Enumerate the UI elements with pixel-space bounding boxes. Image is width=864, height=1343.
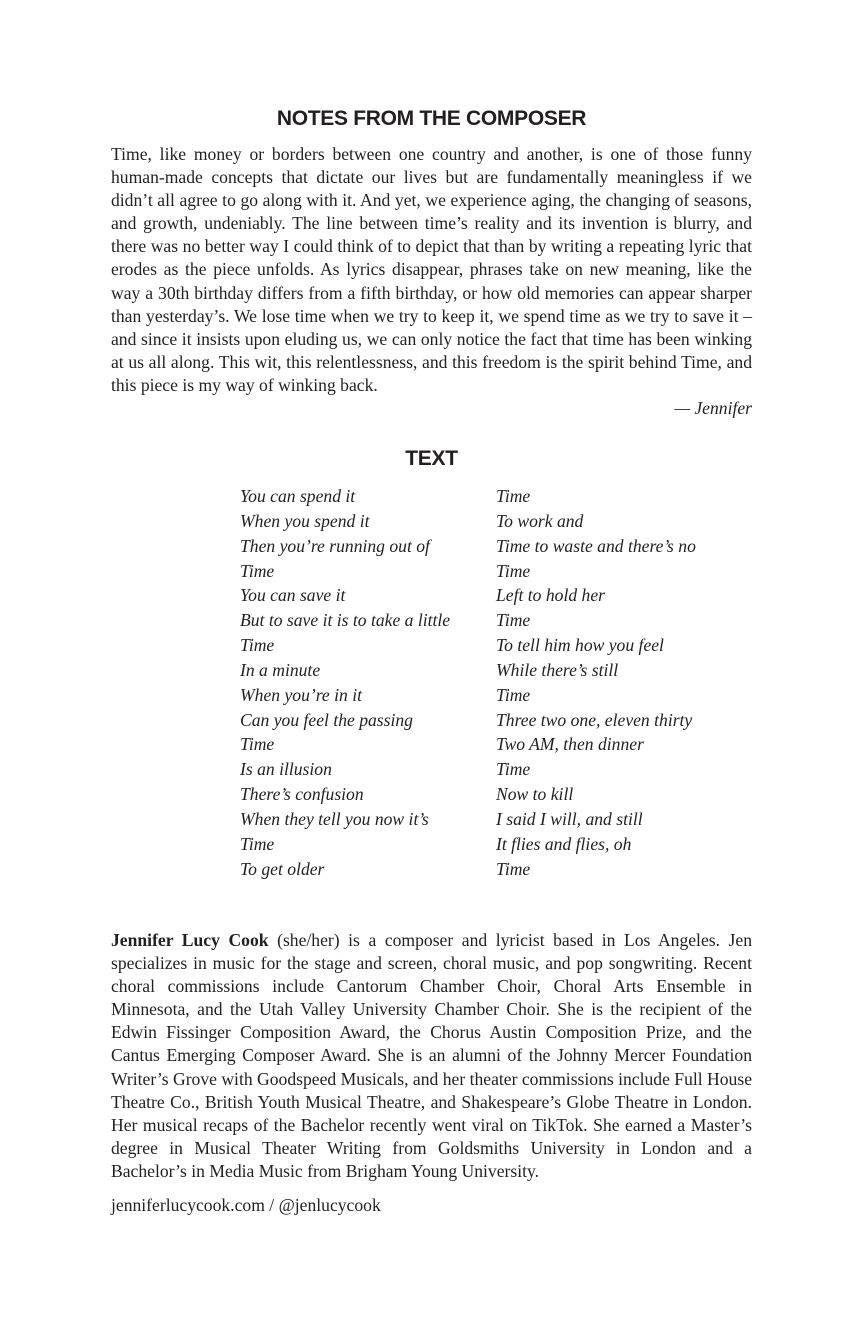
- lyric-line: Time: [240, 635, 275, 656]
- lyric-line: In a minute: [240, 659, 321, 680]
- lyric-line: Two AM, then dinner: [496, 734, 644, 755]
- lyric-line: Time: [496, 684, 531, 705]
- lyric-line: It flies and flies, oh: [496, 833, 632, 854]
- lyric-line: Left to hold her: [496, 585, 605, 606]
- lyrics-block: [240, 484, 760, 882]
- lyric-line: Now to kill: [496, 784, 574, 805]
- lyric-line: But to save it is to take a little: [240, 610, 451, 631]
- composer-bio: [111, 929, 752, 1183]
- lyric-line: While there’s still: [496, 659, 619, 680]
- lyric-line: Time: [496, 759, 531, 780]
- notes-body: Time, like money or borders between one country and another, is one of those funny human-made concepts that dictate our lives but are fundamentally meaningless if we didn’t all agree to go along with it. And yet, we experience aging, the changing of seasons, and growth, undeniably. The line between time’s reality and its invention is blurry, and there was no better way I could think of to depict that than by writing a repeating lyric that erodes as the piece unfolds. As lyrics disappear, phrases take on new meaning, like the way a 30th birthday differs from a fifth birthday, or how old memories can appear sharper than yesterday’s. We lose time when we try to keep it, we spend time as we try to save it – and since it insists upon eluding us, we can only notice the fact that time has been winking at us all along. This wit, this relentlessness, and this freedom is the spirit behind Time, and this piece is my way of winking back.: [111, 144, 752, 395]
- notes-signature: — Jennifer: [674, 398, 752, 418]
- lyric-line: You can spend it: [240, 486, 356, 506]
- bio-body: (she/her) is a composer and lyricist based in Los Angeles. Jen specializes in music for the stage and screen, choral music, and pop songwriting. Recent choral commissions include Cantorum Chamber Choir, Choral Arts Ensemble in Minnesota, and the Utah Valley University Chamber Choir. She is the recipient of the Edwin Fissinger Composition Award, the Chorus Austin Composition Prize, and the Cantus Emerging Composer Award. She is an alumni of the Johnny Mercer Foundation Writer’s Grove with Goodspeed Musicals, and her theater commissions include Full House Theatre Co., British Youth Musical Theatre, and Shakespeare’s Globe Theatre in London. Her musical recaps of the Bachelor recently went viral on TikTok. She earned a Master’s degree in Musical Theater Writing from Goldsmiths University in London and a Bachelor’s in Media Music from Brigham Young University.: [111, 930, 753, 1181]
- lyric-line: Can you feel the passing: [240, 709, 413, 730]
- lyric-line: Time: [496, 610, 531, 631]
- notes-heading: NOTES FROM THE COMPOSER: [276, 107, 587, 130]
- lyric-line: Then you’re running out of: [240, 535, 430, 556]
- contact-line: jenniferlucycook.com / @jenlucycook: [111, 1195, 381, 1215]
- lyric-line: Three two one, eleven thirty: [496, 709, 693, 730]
- lyrics-left-column: [240, 484, 496, 882]
- text-heading: TEXT: [405, 447, 458, 470]
- lyric-line: Time: [240, 734, 275, 755]
- lyrics-right-column: [496, 484, 760, 882]
- lyric-line: Is an illusion: [240, 759, 332, 780]
- lyric-line: Time: [496, 486, 531, 506]
- lyric-line: Time: [240, 560, 275, 581]
- lyric-line: To work and: [496, 510, 584, 531]
- lyric-line: When they tell you now it’s: [240, 808, 429, 829]
- lyric-line: To get older: [240, 858, 325, 879]
- composer-name: Jennifer Lucy Cook: [111, 930, 269, 950]
- lyric-line: You can save it: [240, 585, 346, 606]
- lyric-line: Time: [496, 858, 531, 879]
- lyric-line: Time: [240, 833, 275, 854]
- lyric-line: When you spend it: [240, 510, 370, 531]
- lyric-line: Time: [496, 560, 531, 581]
- lyric-line: There’s confusion: [240, 784, 364, 805]
- lyric-line: I said I will, and still: [496, 808, 643, 829]
- lyric-line: Time to waste and there’s no: [496, 535, 696, 556]
- lyric-line: When you’re in it: [240, 684, 362, 705]
- lyric-line: To tell him how you feel: [496, 635, 664, 656]
